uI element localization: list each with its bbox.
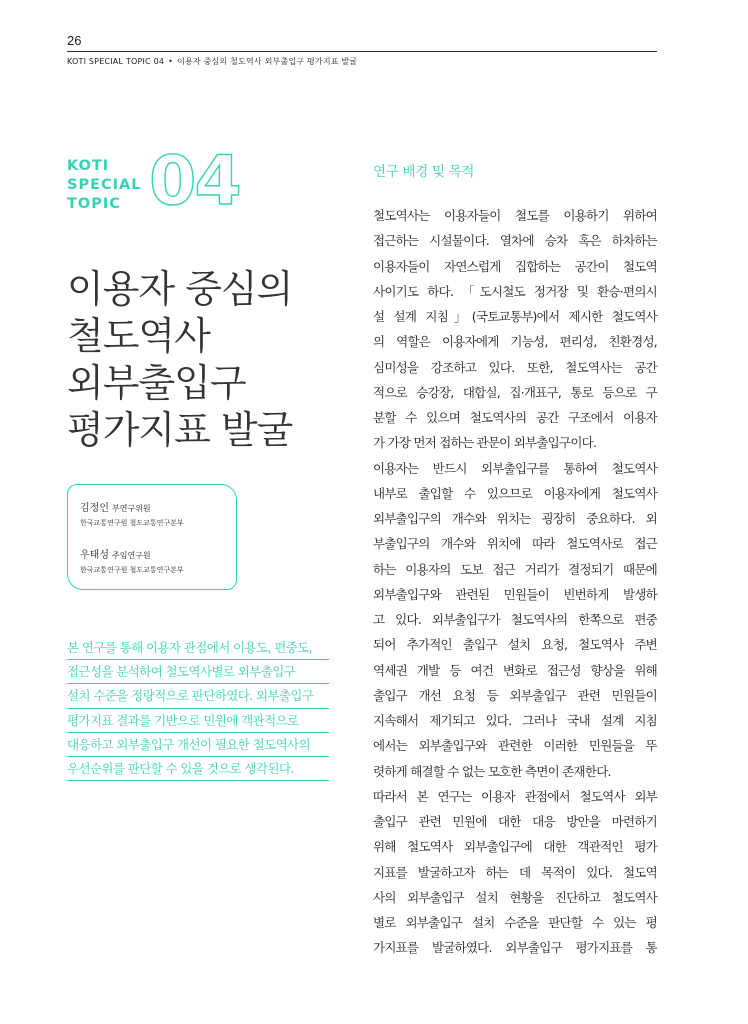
series-label: KOTI SPECIAL TOPIC 04 [67, 57, 165, 66]
body-line: 출입구 개선 요청 등 외부출입구 관련 민원들이 [373, 687, 657, 703]
body-line: 적으로 승강장, 대합실, 집·개표구, 통로 등으로 구 [373, 384, 657, 400]
body-line: 사의 외부출입구 설치 현황을 진단하고 철도역사 [373, 889, 657, 905]
body-line: 지속해서 제기되고 있다. 그러나 국내 설계 지침 [373, 713, 657, 728]
title-line: 외부출입구 [67, 361, 246, 405]
body-line: 가 가장 먼저 접하는 관문이 외부출입구이다. [373, 435, 597, 451]
body-line: 접근하는 시설물이다. 열차에 승차 혹은 하차하는 [373, 233, 657, 249]
body-line: 사이기도 하다. 「도시철도 정거장 및 환승·편의시 [373, 283, 657, 299]
badge-line-special: SPECIAL [67, 177, 142, 193]
section-title: 연구 배경 및 목적 [373, 164, 475, 180]
body-line: 출입구 관련 민원에 대한 대응 방안을 마련하기 [373, 814, 657, 829]
summary-line: 평가지표 결과를 기반으로 민원에 객관적으로 [67, 709, 329, 733]
body-line: 이용자는 반드시 외부출입구를 통하여 철도역사 [373, 460, 657, 476]
body-text [373, 203, 657, 961]
title-line: 철도역사 [67, 314, 210, 358]
badge-line-koti: KOTI [67, 158, 110, 174]
summary [67, 636, 329, 781]
author-role: 주임연구원 [111, 551, 151, 560]
running-header [67, 56, 357, 67]
header-rule [67, 51, 657, 52]
body-line: 내부로 출입할 수 있으므로 이용자에게 철도역사 [373, 485, 657, 501]
body-line: 이용자들이 자연스럽게 집합하는 공간이 철도역 [373, 258, 657, 274]
article-title [67, 266, 292, 454]
author-name: 우태성 [80, 550, 109, 561]
body-line: 렷하게 해결할 수 없는 모호한 측면이 존재한다. [373, 763, 611, 779]
summary-line: 설치 수준을 정량적으로 판단하였다. 외부출입구 [67, 684, 329, 708]
body-line: 가지표를 발굴하였다. 외부출입구 평가지표를 통 [373, 940, 657, 956]
body-line: 역세권 개발 등 여건 변화로 접근성 향상을 위해 [373, 662, 657, 678]
body-line: 철도역사는 이용자들이 철도를 이용하기 위하여 [373, 208, 657, 223]
body-line: 심미성을 강조하고 있다. 또한, 철도역사는 공간 [373, 359, 657, 375]
body-line: 외부출입구의 개수와 위치는 굉장히 중요하다. 외 [373, 511, 657, 526]
body-line: 고 있다. 외부출입구가 철도역사의 한쪽으로 편중 [373, 612, 657, 627]
body-line: 외부출입구와 관련된 민원들이 빈번하게 발생하 [373, 586, 657, 602]
title-line: 평가지표 발굴 [67, 408, 293, 452]
title-line: 이용자 중심의 [67, 267, 293, 311]
body-line: 별로 외부출입구 설치 수준을 판단할 수 있는 평 [373, 915, 657, 930]
summary-line: 본 연구를 통해 이용자 관점에서 이용도, 편중도, [67, 636, 329, 660]
body-line: 분할 수 있으며 철도역사의 공간 구조에서 이용자 [373, 410, 657, 425]
body-line: 의 역할은 이용자에게 기능성, 편리성, 친환경성, [373, 334, 657, 350]
body-line: 부출입구의 개수와 위치에 따라 철도역사로 접근 [373, 536, 657, 552]
body-line: 에서는 외부출입구와 관련한 이러한 민원들을 뚜 [373, 738, 657, 754]
author-1 [80, 499, 184, 528]
special-topic-badge [67, 157, 141, 214]
summary-line: 접근성을 분석하여 철도역사별로 외부출입구 [67, 660, 329, 684]
body-line: 따라서 본 연구는 이용자 관점에서 철도역사 외부 [373, 788, 657, 804]
separator-dot: • [168, 57, 174, 66]
author-name: 김정인 [80, 503, 109, 514]
running-article-title: 이용자 중심의 철도역사 외부출입구 평가지표 발굴 [177, 57, 358, 66]
body-line: 지표를 발굴하고자 하는 데 목적이 있다. 철도역 [373, 864, 657, 880]
body-line: 되어 추가적인 출입구 설치 요청, 철도역사 주변 [373, 637, 657, 653]
body-line: 하는 이용자의 도보 접근 거리가 결정되기 때문에 [373, 561, 657, 577]
summary-line: 우선순위를 판단할 수 있을 것으로 생각된다. [67, 757, 329, 781]
summary-line: 대응하고 외부출입구 개선이 필요한 철도역사의 [67, 733, 329, 757]
body-line: 설 설계 지침」(국토교통부)에서 제시한 철도역사 [373, 309, 657, 324]
author-role: 부연구위원 [111, 504, 151, 513]
author-org: 한국교통연구원 철도교통연구본부 [80, 519, 184, 527]
badge-line-topic: TOPIC [67, 196, 121, 212]
author-org: 한국교통연구원 철도교통연구본부 [80, 566, 184, 574]
page-number: 26 [67, 33, 82, 48]
author-2 [80, 546, 184, 575]
topic-number: 04 [149, 142, 240, 221]
body-line: 위해 철도역사 외부출입구에 대한 객관적인 평가 [373, 839, 657, 855]
